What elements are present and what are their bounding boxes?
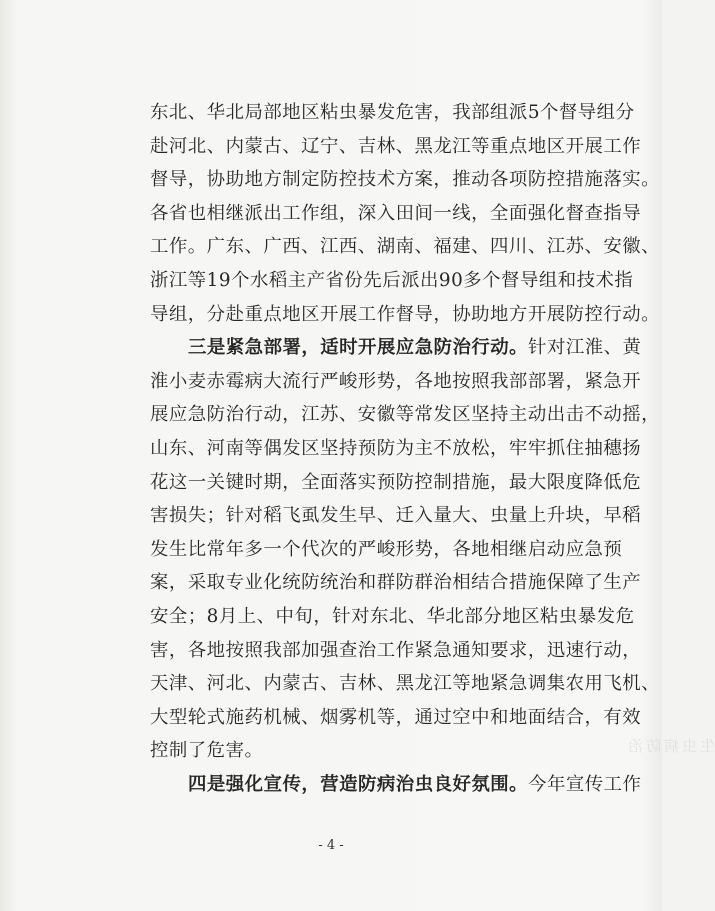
bleed-through-text: 生虫病防治 [624, 737, 715, 755]
text-line: 山东、河南等偶发区坚持预防为主不放松，牢牢抓住抽穗扬 [150, 437, 642, 459]
text-line: 展应急防治行动，江苏、安徽等常发区坚持主动出击不动摇， [150, 404, 661, 426]
text-line: 淮小麦赤霉病大流行严峻形势，各地按照我部部署，紧急开 [150, 370, 642, 392]
section-heading: 四是强化宣传，营造防病治虫良好氛围。 [188, 773, 529, 795]
text-line: 天津、河北、内蒙古、吉林、黑龙江等地紧急调集农用飞机、 [150, 673, 661, 695]
section-heading: 三是紧急部署，适时开展应急防治行动。 [188, 337, 529, 359]
text-line: 督导，协助地方制定防控技术方案，推动各项防控措施落实。 [150, 169, 661, 191]
text-fragment: 针对江淮、黄 [528, 337, 642, 359]
text-line: 浙江等19个水稻主产省份先后派出90多个督导组和技术指 [150, 269, 634, 291]
text-line: 害，各地按照我部加强查治工作紧急通知要求，迅速行动， [150, 639, 642, 661]
text-line: 赴河北、内蒙古、辽宁、吉林、黑龙江等重点地区开展工作 [150, 135, 642, 157]
paragraph-first-line [150, 331, 642, 365]
page-number: - 4 - [318, 838, 344, 853]
text-line: 导组，分赴重点地区开展工作督导，协助地方开展防控行动。 [150, 303, 661, 325]
text-line: 各省也相继派出工作组，深入田间一线，全面强化督查指导 [150, 202, 642, 224]
text-line: 安全；8月上、中旬，针对东北、华北部分地区粘虫暴发危 [150, 605, 635, 627]
text-line: 花这一关键时期，全面落实预防控制措施，最大限度降低危 [150, 471, 642, 493]
text-line: 害损失；针对稻飞虱发生早、迁入量大、虫量上升块，早稻 [150, 505, 642, 527]
body-text [150, 96, 661, 801]
text-fragment: 今年宣传工作 [528, 773, 642, 795]
paragraph-first-line [150, 768, 642, 802]
text-line: 工作。广东、广西、江西、湖南、福建、四川、江苏、安徽、 [150, 236, 661, 258]
text-line: 案，采取专业化统防统治和群防群治相结合措施保障了生产 [150, 572, 642, 594]
text-line: 控制了危害。 [150, 740, 264, 762]
text-line: 大型轮式施药机械、烟雾机等，通过空中和地面结合，有效 [150, 706, 642, 728]
text-line: 发生比常年多一个代次的严峻形势，各地相继启动应急预 [150, 538, 623, 560]
text-line: 东北、华北局部地区粘虫暴发危害，我部组派5个督导组分 [150, 102, 635, 123]
